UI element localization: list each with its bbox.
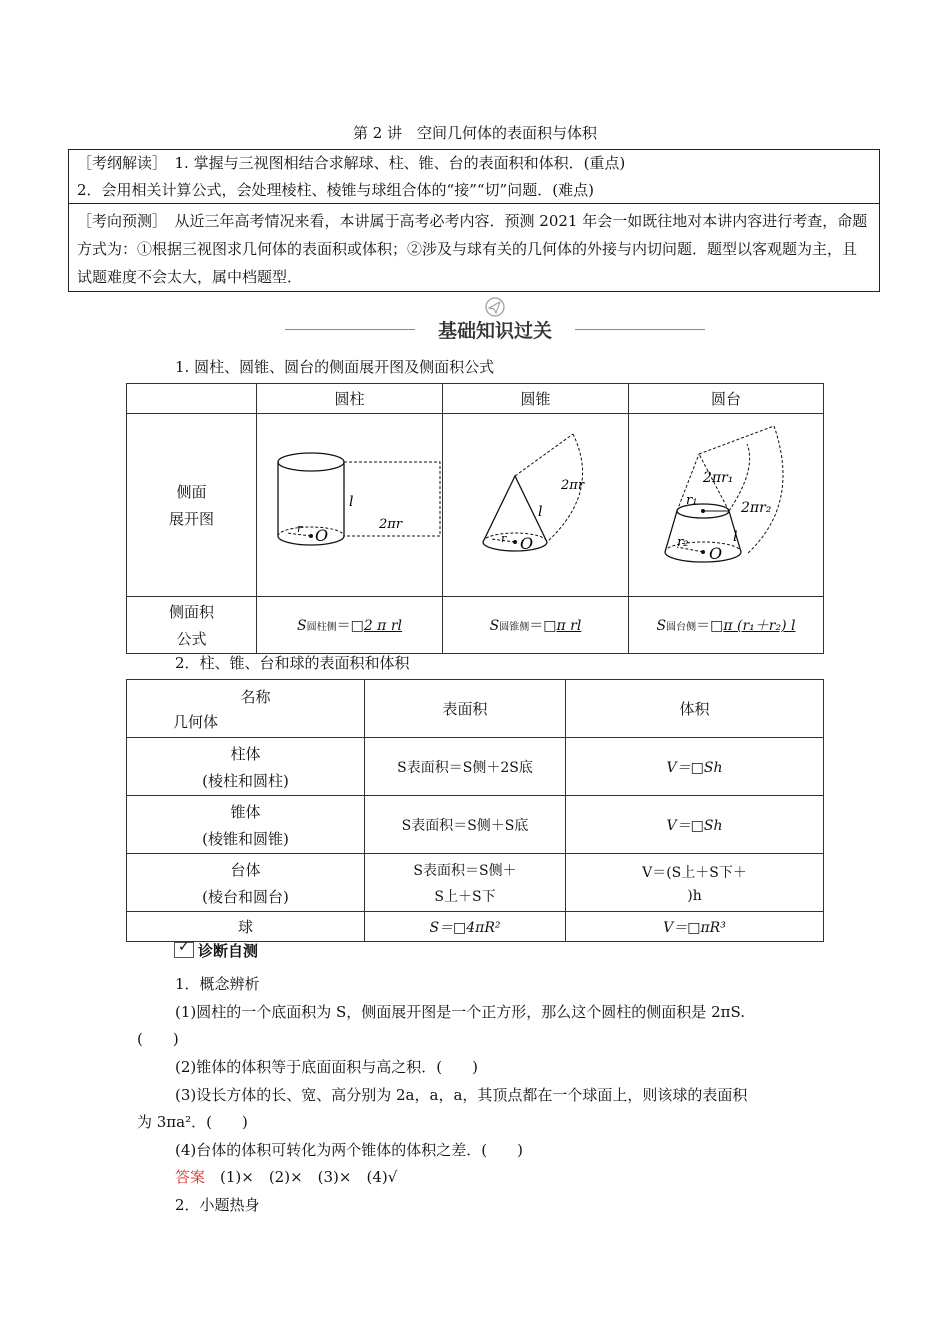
svg-text:l: l	[733, 529, 738, 545]
t1-row-label-net: 侧面 展开图	[127, 414, 257, 597]
lateral-area-table	[126, 383, 824, 654]
pyramid-volume-formula: V＝□Sh	[566, 796, 824, 854]
t2-corner: 名称 几何体	[127, 680, 365, 738]
prism-surface-formula: S表面积＝S侧＋2S底	[365, 738, 566, 796]
paper-plane-icon	[481, 296, 509, 318]
svg-text:l: l	[349, 494, 354, 510]
checkbox-icon: ✓	[174, 942, 194, 958]
section-header	[285, 296, 705, 346]
t1-header-cylinder: 圆柱	[257, 384, 443, 414]
table-row	[127, 912, 824, 942]
page-title: 第 2 讲 空间几何体的表面积与体积	[352, 124, 598, 142]
outline-syllabus	[69, 150, 879, 204]
t2-header-surface: 表面积	[365, 680, 566, 738]
q1-item-3-cont: 为 3πa²．( )	[137, 1113, 248, 1131]
diagnosis-title: 诊断自测	[198, 942, 259, 960]
frustum-volume-formula: V＝(S上＋S下＋ )h	[566, 854, 824, 912]
heading-2: 2．柱、锥、台和球的表面积和体积	[175, 654, 410, 672]
pyramid-surface-formula: S表面积＝S侧＋S底	[365, 796, 566, 854]
outline-forecast: ［考向预测］ 从近三年高考情况来看，本讲属于高考必考内容．预测 2021 年会一如既往地对本讲内容进行考查，命题方式为：①根据三视图求几何体的表面积或体积；②涉及与球有关的几何体的外接与内切问题．题型以客观题为主，且试题难度不会太大，属中档题型．	[77, 212, 868, 286]
surface-volume-table	[126, 679, 824, 942]
t1-header-frustum: 圆台	[629, 384, 824, 414]
cylinder-lateral-formula: S圆柱侧＝□2 π rl	[257, 597, 443, 654]
answer-label: 答案	[175, 1168, 206, 1186]
answer-line	[175, 1166, 397, 1187]
svg-text:r: r	[297, 522, 303, 535]
answer-text: (1)× (2)× (3)× (4)√	[205, 1168, 398, 1186]
t2-row-frustum-label: 台体 (棱台和圆台)	[127, 854, 365, 912]
svg-text:2πr₂: 2πr₂	[741, 500, 772, 516]
t1-header-cone: 圆锥	[443, 384, 629, 414]
t1-row-label-formula: 侧面积 公式	[127, 597, 257, 654]
cone-net-diagram	[443, 414, 629, 597]
q1-item-2: (2)锥体的体积等于底面面积与高之积．( )	[175, 1058, 478, 1076]
svg-text:l: l	[538, 504, 543, 520]
svg-text:2πr: 2πr	[379, 517, 403, 532]
svg-text:2πr₁: 2πr₁	[703, 470, 734, 486]
cone-lateral-formula: S圆锥侧＝□π rl	[443, 597, 629, 654]
prism-volume-formula: V＝□Sh	[566, 738, 824, 796]
sphere-volume-formula: V＝□πR³	[566, 912, 824, 942]
t2-header-volume: 体积	[566, 680, 824, 738]
table-row	[127, 738, 824, 796]
svg-text:r₂: r₂	[677, 535, 689, 550]
heading-1: 1. 圆柱、圆锥、圆台的侧面展开图及侧面积公式	[175, 358, 495, 376]
q1-item-3: (3)设长方体的长、宽、高分别为 2a，a，a，其顶点都在一个球面上，则该球的表面积	[175, 1086, 748, 1104]
q2-title: 2．小题热身	[175, 1196, 260, 1214]
t2-row-prism-label: 柱体 (棱柱和圆柱)	[127, 738, 365, 796]
t2-row-sphere-label: 球	[127, 912, 365, 942]
sphere-surface-formula: S＝□4πR²	[365, 912, 566, 942]
diagnosis-header	[174, 940, 258, 961]
cylinder-net-diagram	[257, 414, 443, 597]
outline-line-2: 2．会用相关计算公式，会处理棱柱、棱锥与球组合体的“接”“切”问题．(难点)	[77, 181, 594, 199]
t1-corner	[127, 384, 257, 414]
frustum-lateral-formula: S圆台侧＝□π (r₁＋r₂) l	[629, 597, 824, 654]
section-title: 基础知识过关	[437, 320, 552, 342]
svg-text:r₁: r₁	[686, 493, 698, 508]
q1-item-1-bracket: ( )	[137, 1030, 179, 1048]
svg-text:O: O	[315, 526, 329, 545]
t2-row-pyramid-label: 锥体 (棱锥和圆锥)	[127, 796, 365, 854]
outline-line-1: ［考纲解读］ 1. 掌握与三视图相结合求解球、柱、锥、台的表面积和体积．(重点)	[77, 154, 626, 172]
table-row	[127, 854, 824, 912]
q1-item-1: (1)圆柱的一个底面积为 S，侧面展开图是一个正方形，那么这个圆柱的侧面积是 2πS.	[175, 1003, 745, 1021]
svg-text:O: O	[520, 534, 534, 553]
svg-text:r: r	[501, 532, 507, 545]
q1-title: 1．概念辨析	[175, 975, 260, 993]
frustum-surface-formula: S表面积＝S侧＋ S上＋S下	[365, 854, 566, 912]
q1-item-4: (4)台体的体积可转化为两个锥体的体积之差．( )	[175, 1141, 523, 1159]
exam-outline-box	[68, 149, 880, 292]
frustum-net-diagram	[629, 414, 824, 597]
svg-text:O: O	[709, 544, 723, 563]
table-row	[127, 796, 824, 854]
svg-text:2πr: 2πr	[561, 478, 585, 493]
